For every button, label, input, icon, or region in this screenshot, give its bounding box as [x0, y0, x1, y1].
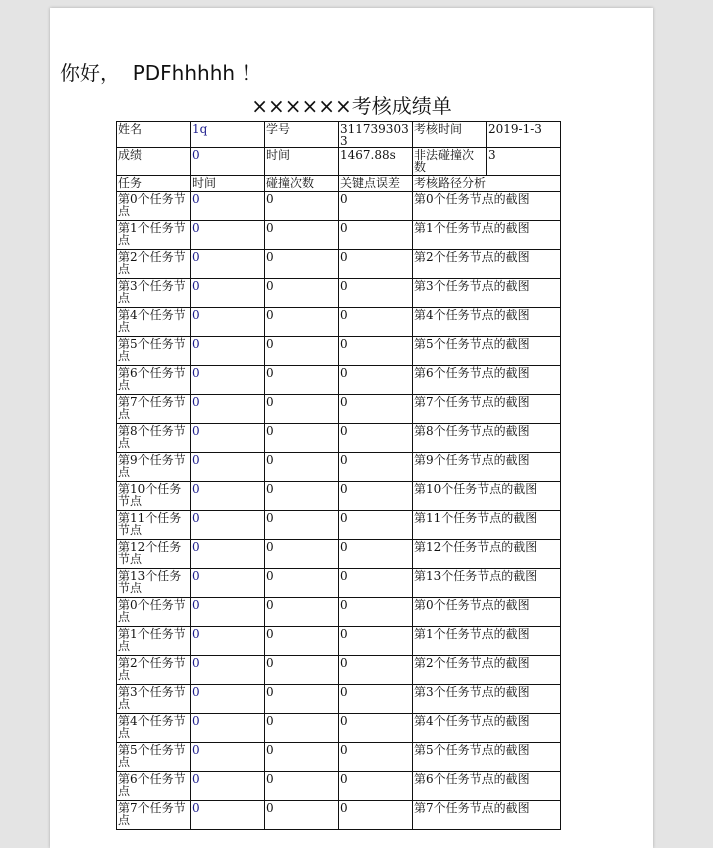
table-row	[117, 801, 561, 830]
table-row	[117, 221, 561, 250]
task-time: 0	[191, 192, 265, 221]
task-analysis: 第9个任务节点的截图	[413, 453, 561, 482]
task-analysis: 第1个任务节点的截图	[413, 221, 561, 250]
task-collisions: 0	[265, 627, 339, 656]
task-collisions: 0	[265, 308, 339, 337]
task-collisions: 0	[265, 540, 339, 569]
collision-value: 3	[487, 148, 561, 176]
task-collisions: 0	[265, 279, 339, 308]
table-row	[117, 511, 561, 540]
report-title: ××××××考核成绩单	[251, 94, 452, 118]
task-name: 第7个任务节点	[117, 395, 191, 424]
task-error: 0	[339, 772, 413, 801]
task-name: 第1个任务节点	[117, 627, 191, 656]
task-error: 0	[339, 511, 413, 540]
task-collisions: 0	[265, 424, 339, 453]
task-error: 0	[339, 395, 413, 424]
name-label: 姓名	[117, 122, 191, 148]
task-error: 0	[339, 453, 413, 482]
task-name: 第3个任务节点	[117, 685, 191, 714]
task-name: 第7个任务节点	[117, 801, 191, 830]
task-analysis: 第4个任务节点的截图	[413, 308, 561, 337]
task-analysis: 第3个任务节点的截图	[413, 685, 561, 714]
score-table	[116, 121, 561, 830]
task-analysis: 第3个任务节点的截图	[413, 279, 561, 308]
task-name: 第11个任务节点	[117, 511, 191, 540]
task-collisions: 0	[265, 482, 339, 511]
greeting-text: 你好， PDFhhhhh ！	[60, 61, 262, 85]
task-collisions: 0	[265, 453, 339, 482]
task-error: 0	[339, 482, 413, 511]
table-row	[117, 569, 561, 598]
header-task: 任务	[117, 176, 191, 192]
table-row	[117, 714, 561, 743]
task-collisions: 0	[265, 511, 339, 540]
task-name: 第6个任务节点	[117, 772, 191, 801]
task-analysis: 第4个任务节点的截图	[413, 714, 561, 743]
task-analysis: 第6个任务节点的截图	[413, 366, 561, 395]
task-error: 0	[339, 685, 413, 714]
table-row	[117, 337, 561, 366]
task-error: 0	[339, 656, 413, 685]
task-collisions: 0	[265, 598, 339, 627]
task-time: 0	[191, 598, 265, 627]
task-collisions: 0	[265, 366, 339, 395]
task-time: 0	[191, 482, 265, 511]
summary-row	[117, 148, 561, 176]
task-collisions: 0	[265, 569, 339, 598]
table-row	[117, 540, 561, 569]
table-row	[117, 395, 561, 424]
task-name: 第6个任务节点	[117, 366, 191, 395]
time-label: 时间	[265, 148, 339, 176]
task-collisions: 0	[265, 801, 339, 830]
table-row	[117, 453, 561, 482]
task-collisions: 0	[265, 221, 339, 250]
task-time: 0	[191, 743, 265, 772]
task-time: 0	[191, 366, 265, 395]
task-name: 第13个任务节点	[117, 569, 191, 598]
task-analysis: 第5个任务节点的截图	[413, 337, 561, 366]
task-time: 0	[191, 308, 265, 337]
task-analysis: 第5个任务节点的截图	[413, 743, 561, 772]
header-error: 关键点误差	[339, 176, 413, 192]
task-error: 0	[339, 279, 413, 308]
task-analysis: 第10个任务节点的截图	[413, 482, 561, 511]
task-time: 0	[191, 685, 265, 714]
task-error: 0	[339, 627, 413, 656]
task-name: 第0个任务节点	[117, 192, 191, 221]
date-label: 考核时间	[413, 122, 487, 148]
score-value: 0	[191, 148, 265, 176]
table-row	[117, 250, 561, 279]
task-analysis: 第7个任务节点的截图	[413, 801, 561, 830]
task-time: 0	[191, 540, 265, 569]
pdf-page	[50, 8, 653, 848]
task-analysis: 第1个任务节点的截图	[413, 627, 561, 656]
task-time: 0	[191, 801, 265, 830]
table-row	[117, 743, 561, 772]
table-row	[117, 366, 561, 395]
collision-label: 非法碰撞次数	[413, 148, 487, 176]
task-time: 0	[191, 424, 265, 453]
header-analysis: 考核路径分析	[413, 176, 561, 192]
task-time: 0	[191, 772, 265, 801]
header-collisions: 碰撞次数	[265, 176, 339, 192]
task-name: 第1个任务节点	[117, 221, 191, 250]
task-analysis: 第0个任务节点的截图	[413, 192, 561, 221]
task-collisions: 0	[265, 772, 339, 801]
task-name: 第8个任务节点	[117, 424, 191, 453]
task-name: 第4个任务节点	[117, 714, 191, 743]
task-time: 0	[191, 714, 265, 743]
id-value: 3117393033	[339, 122, 413, 148]
task-collisions: 0	[265, 192, 339, 221]
task-time: 0	[191, 250, 265, 279]
task-error: 0	[339, 221, 413, 250]
table-row	[117, 308, 561, 337]
task-name: 第12个任务节点	[117, 540, 191, 569]
table-row	[117, 424, 561, 453]
task-time: 0	[191, 395, 265, 424]
name-value: 1q	[191, 122, 265, 148]
task-error: 0	[339, 192, 413, 221]
task-name: 第5个任务节点	[117, 337, 191, 366]
table-row	[117, 482, 561, 511]
task-analysis: 第6个任务节点的截图	[413, 772, 561, 801]
task-error: 0	[339, 366, 413, 395]
time-value: 1467.88s	[339, 148, 413, 176]
task-collisions: 0	[265, 714, 339, 743]
task-analysis: 第11个任务节点的截图	[413, 511, 561, 540]
task-time: 0	[191, 511, 265, 540]
task-error: 0	[339, 540, 413, 569]
table-row	[117, 279, 561, 308]
task-error: 0	[339, 714, 413, 743]
task-error: 0	[339, 424, 413, 453]
task-time: 0	[191, 627, 265, 656]
task-analysis: 第2个任务节点的截图	[413, 250, 561, 279]
task-error: 0	[339, 250, 413, 279]
task-collisions: 0	[265, 250, 339, 279]
task-time: 0	[191, 453, 265, 482]
task-analysis: 第8个任务节点的截图	[413, 424, 561, 453]
task-error: 0	[339, 801, 413, 830]
table-row	[117, 772, 561, 801]
task-analysis: 第2个任务节点的截图	[413, 656, 561, 685]
task-name: 第9个任务节点	[117, 453, 191, 482]
task-analysis: 第0个任务节点的截图	[413, 598, 561, 627]
task-analysis: 第12个任务节点的截图	[413, 540, 561, 569]
task-time: 0	[191, 569, 265, 598]
task-name: 第5个任务节点	[117, 743, 191, 772]
task-name: 第3个任务节点	[117, 279, 191, 308]
task-error: 0	[339, 598, 413, 627]
task-time: 0	[191, 656, 265, 685]
task-error: 0	[339, 337, 413, 366]
task-collisions: 0	[265, 337, 339, 366]
table-row	[117, 656, 561, 685]
header-row	[117, 176, 561, 192]
task-analysis: 第13个任务节点的截图	[413, 569, 561, 598]
task-error: 0	[339, 743, 413, 772]
task-error: 0	[339, 308, 413, 337]
task-collisions: 0	[265, 395, 339, 424]
task-time: 0	[191, 221, 265, 250]
task-name: 第4个任务节点	[117, 308, 191, 337]
info-row	[117, 122, 561, 148]
task-name: 第10个任务节点	[117, 482, 191, 511]
table-row	[117, 192, 561, 221]
header-time: 时间	[191, 176, 265, 192]
task-collisions: 0	[265, 743, 339, 772]
score-label: 成绩	[117, 148, 191, 176]
table-row	[117, 598, 561, 627]
task-collisions: 0	[265, 656, 339, 685]
task-name: 第2个任务节点	[117, 656, 191, 685]
task-time: 0	[191, 279, 265, 308]
task-name: 第2个任务节点	[117, 250, 191, 279]
id-label: 学号	[265, 122, 339, 148]
task-analysis: 第7个任务节点的截图	[413, 395, 561, 424]
task-time: 0	[191, 337, 265, 366]
task-collisions: 0	[265, 685, 339, 714]
task-name: 第0个任务节点	[117, 598, 191, 627]
task-error: 0	[339, 569, 413, 598]
date-value: 2019-1-3	[487, 122, 561, 148]
table-row	[117, 685, 561, 714]
table-row	[117, 627, 561, 656]
